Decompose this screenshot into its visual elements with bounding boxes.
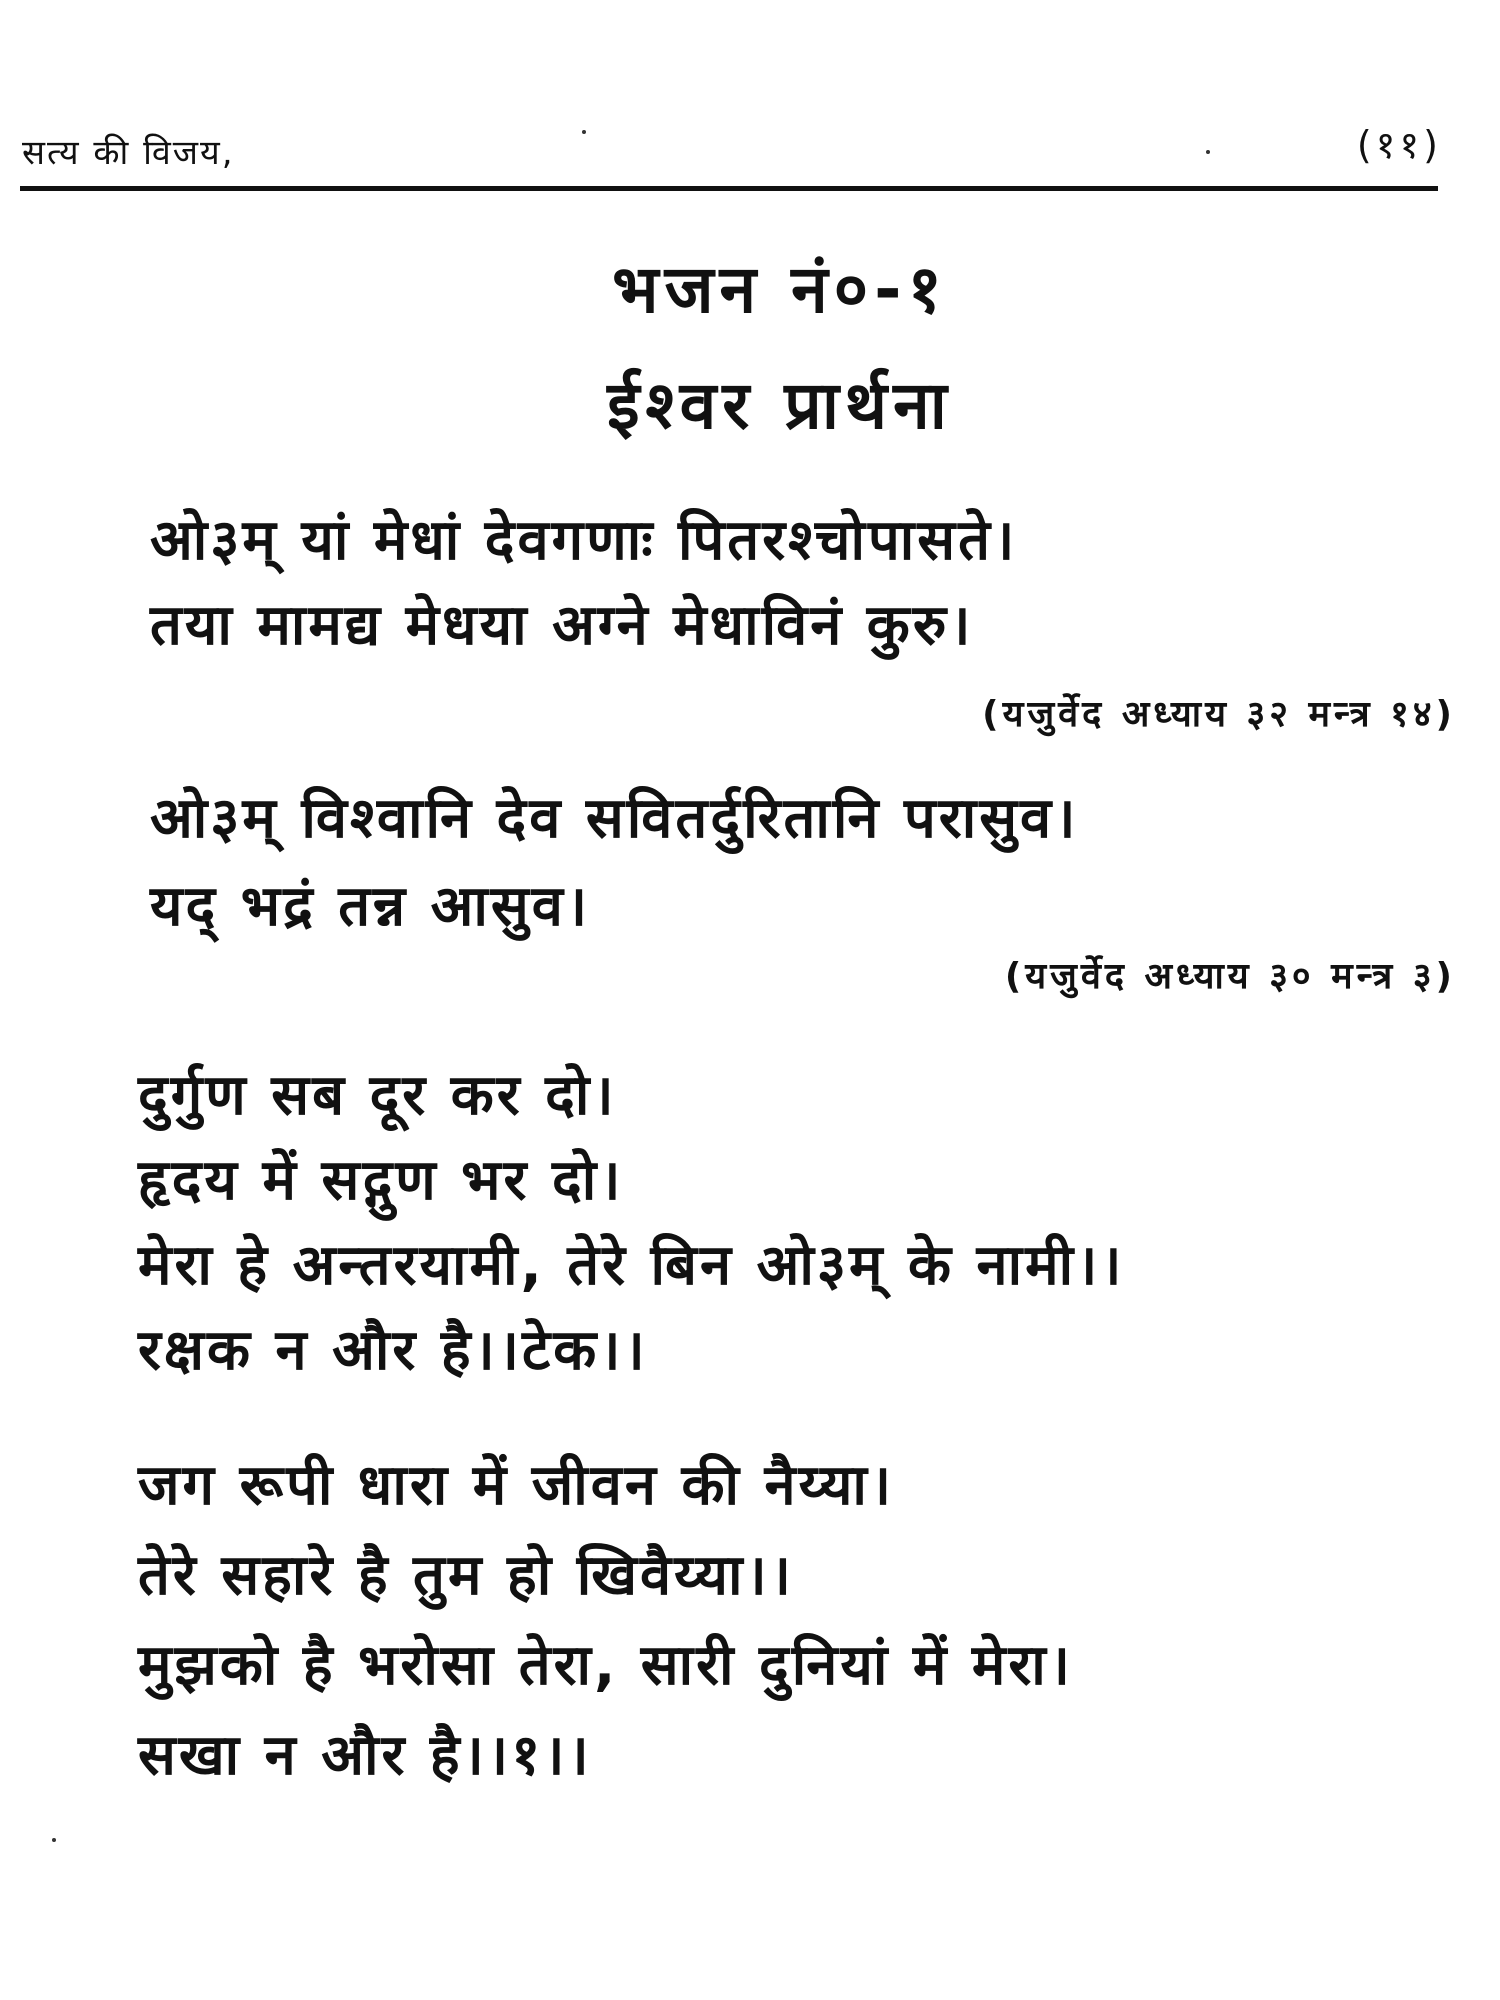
stanza-1-line-4: रक्षक न और है।।टेक।। — [138, 1318, 648, 1383]
bhajan-number: भजन नं०-१ — [612, 251, 948, 328]
mantra-1-line-2: तया मामद्य मेधया अग्ने मेधाविनं कुरु। — [150, 593, 974, 658]
stanza-2-line-2: तेरे सहारे है तुम हो खिवैय्या।। — [138, 1543, 794, 1608]
stanza-2-line-1: जग रूपी धारा में जीवन की नैय्या। — [138, 1453, 895, 1518]
print-speck — [582, 130, 586, 134]
stanza-2-line-3: मुझको है भरोसा तेरा, सारी दुनियां में मेरा। — [138, 1633, 1073, 1698]
mantra-1-line-1: ओ३म् यां मेधां देवगणाः पितरश्चोपासते। — [150, 508, 1018, 573]
page-number: (११) — [1356, 123, 1442, 167]
print-speck — [1206, 150, 1210, 154]
mantra-1-reference: (यजुर्वेद अध्याय ३२ मन्त्र १४) — [982, 694, 1456, 735]
mantra-2-reference: (यजुर्वेद अध्याय ३० मन्त्र ३) — [1004, 956, 1456, 997]
header-divider — [20, 186, 1438, 191]
stanza-1-line-2: हृदय में सद्गुण भर दो। — [138, 1148, 624, 1213]
mantra-2-line-2: यद् भद्रं तन्न आसुव। — [150, 874, 591, 939]
running-header-title: सत्य की विजय, — [22, 133, 235, 173]
stanza-1-line-3: मेरा हे अन्तरयामी, तेरे बिन ओ३म् के नामी।। — [138, 1233, 1125, 1298]
bhajan-title: ईश्वर प्रार्थना — [607, 367, 953, 444]
stanza-1-line-1: दुर्गुण सब दूर कर दो। — [138, 1063, 617, 1128]
mantra-2-line-1: ओ३म् विश्वानि देव सवितर्दुरितानि परासुव। — [150, 786, 1079, 851]
print-speck — [52, 1838, 56, 1842]
stanza-2-line-4: सखा न और है।।१।। — [138, 1723, 592, 1788]
